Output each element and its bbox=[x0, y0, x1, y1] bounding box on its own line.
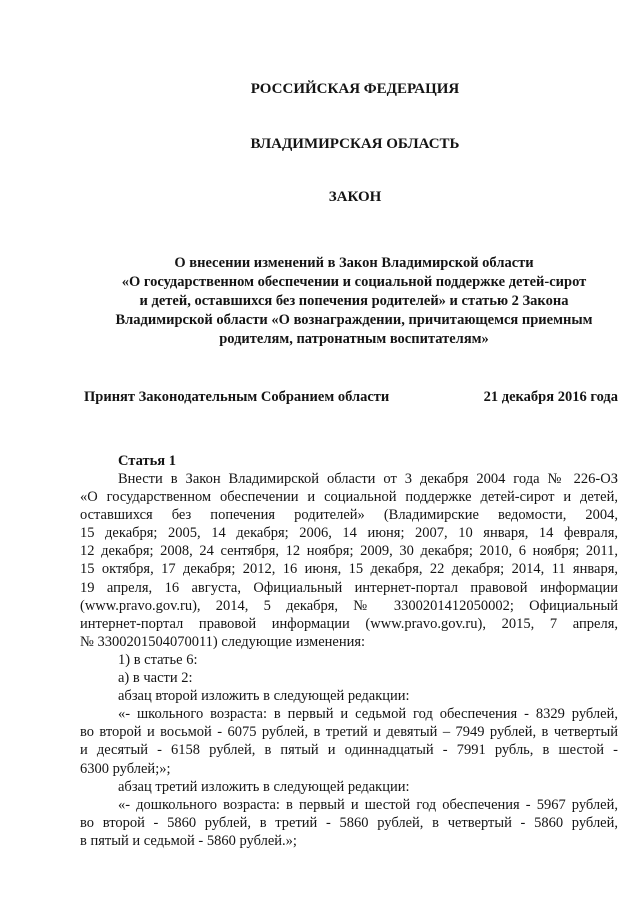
law-title-line: «О государственном обеспечении и социальной поддержке детей-сирот bbox=[121, 274, 587, 290]
law-title-line: и детей, оставшихся без попечения родителей» и статью 2 Закона bbox=[139, 293, 569, 309]
article-title: Статья 1 bbox=[118, 453, 176, 469]
body-line: во второй и восьмой - 6075 рублей, в третий и девятый – 7949 рублей, в четвертый bbox=[80, 724, 618, 741]
body-line: «- школьного возраста: в первый и седьмой год обеспечения - 8329 рублей, bbox=[118, 706, 618, 723]
body-line: оставшихся без попечения родителей» (Владимирские ведомости, 2004, bbox=[80, 507, 618, 524]
adopted-by: Принят Законодательным Собранием области bbox=[84, 389, 390, 405]
body-line: «- дошкольного возраста: в первый и шестой год обеспечения - 5967 рублей, bbox=[118, 796, 618, 813]
document-type-heading: ЗАКОН bbox=[328, 189, 382, 205]
body-line: 6300 рублей;»; bbox=[80, 760, 171, 777]
body-line: (www.pravo.gov.ru), 2014, 5 декабря, № 3300201412050002; Официальный bbox=[80, 597, 618, 614]
law-title bbox=[84, 254, 624, 349]
body-line: и десятый - 6158 рублей, в пятый и одиннадцатый - 7991 рубль, в шестой - bbox=[80, 742, 618, 759]
body-line: в пятый и седьмой - 5860 рублей.»; bbox=[80, 832, 297, 849]
law-title-line: родителям, патронатным воспитателям» bbox=[219, 331, 489, 347]
law-title-line: О внесении изменений в Закон Владимирской области bbox=[174, 255, 534, 271]
body-line: а) в части 2: bbox=[118, 670, 193, 687]
body-line: абзац второй изложить в следующей редакции: bbox=[118, 688, 410, 705]
body-line: во второй - 5860 рублей, в третий - 5860 рублей, в четвертый - 5860 рублей, bbox=[80, 814, 618, 831]
body-line: 12 декабря; 2008, 24 сентября, 12 ноября; 2009, 30 декабря; 2010, 6 ноября; 2011, bbox=[80, 543, 618, 560]
body-line: абзац третий изложить в следующей редакции: bbox=[118, 778, 410, 795]
body-line: 15 декабря; 2005, 14 декабря; 2006, 14 июня; 2007, 10 января, 14 февраля, bbox=[80, 525, 618, 542]
region-heading: ВЛАДИМИРСКАЯ ОБЛАСТЬ bbox=[250, 136, 460, 152]
body-line: Внести в Закон Владимирской области от 3 декабря 2004 года № 226-ОЗ bbox=[118, 471, 618, 487]
body-line: «О государственном обеспечении и социальной поддержке детей-сирот и детей, bbox=[80, 489, 618, 506]
body-line: 1) в статье 6: bbox=[118, 651, 198, 668]
body-line: интернет-портал правовой информации (www.pravo.gov.ru), 2015, 7 апреля, bbox=[80, 615, 618, 632]
law-title-line: Владимирской области «О вознаграждении, причитающемся приемным bbox=[115, 312, 593, 328]
body-line: 19 апреля, 16 августа, Официальный интернет-портал правовой информации bbox=[80, 579, 618, 596]
adoption-date: 21 декабря 2016 года bbox=[483, 389, 618, 405]
article-body bbox=[80, 470, 618, 850]
body-line: 15 октября, 17 декабря; 2012, 16 июня, 15 декабря, 22 декабря; 2014, 11 января, bbox=[80, 561, 618, 578]
country-heading: РОССИЙСКАЯ ФЕДЕРАЦИЯ bbox=[250, 81, 460, 97]
body-line: № 3300201504070011) следующие изменения: bbox=[80, 633, 366, 650]
